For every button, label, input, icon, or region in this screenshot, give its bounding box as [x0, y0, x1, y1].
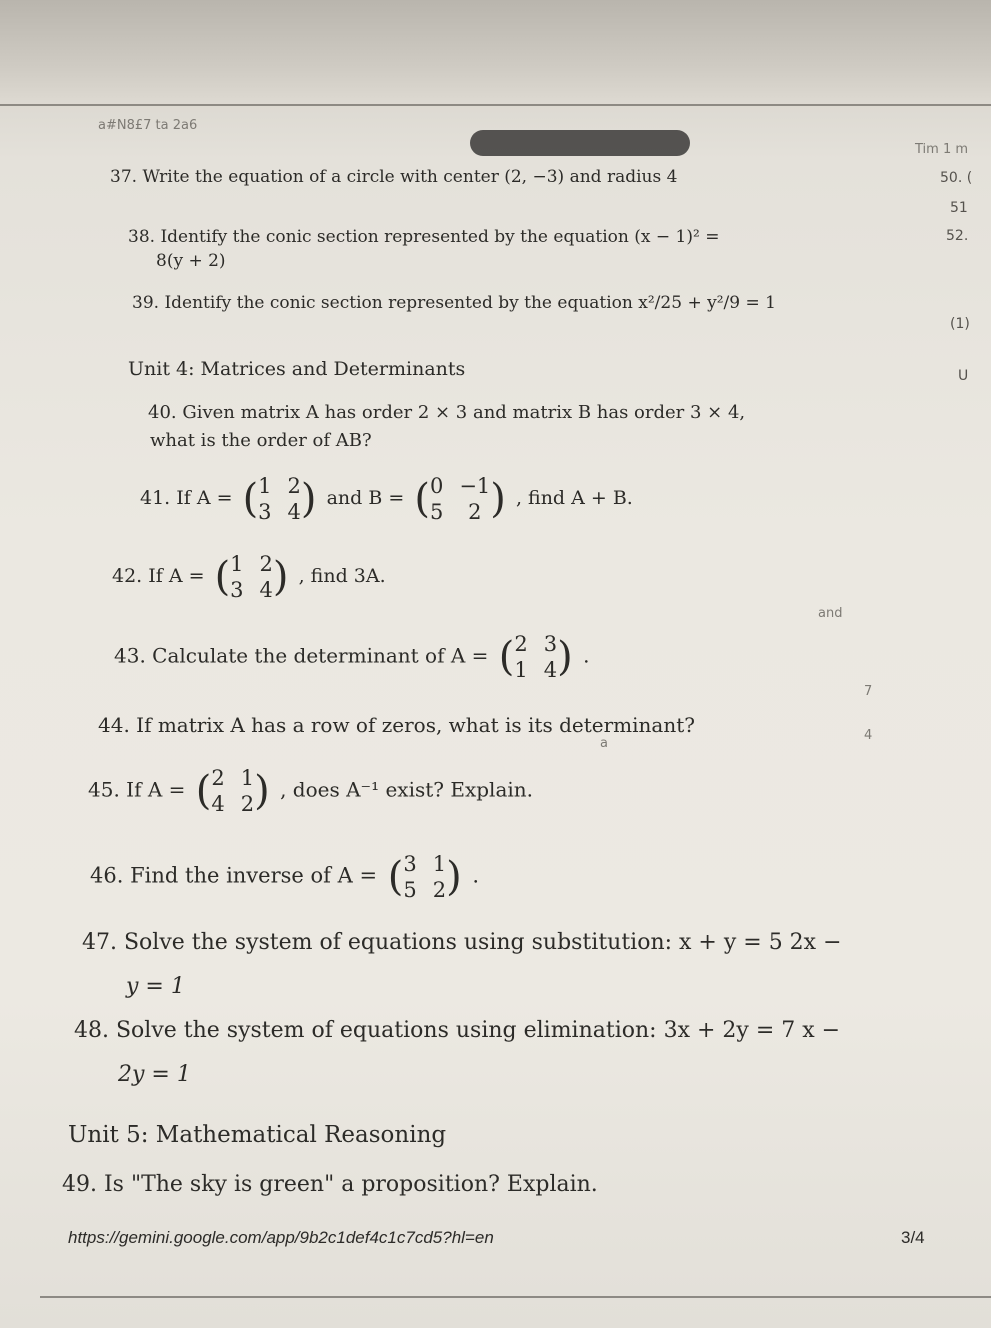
matrix-cell: 1: [230, 552, 244, 576]
matrix-cell: 3: [543, 632, 558, 656]
matrix-cell: 0: [429, 474, 444, 498]
matrix-cell: 2: [287, 474, 301, 498]
matrix-cell: 1: [258, 474, 272, 498]
ink-smudge: [470, 130, 690, 156]
question-38-continued: 8(y + 2): [156, 251, 226, 271]
matrix-a: ( 2 3 1 4 ): [498, 632, 573, 682]
margin-mark: and: [818, 606, 843, 621]
unit-5-title: Unit 5: Mathematical Reasoning: [68, 1122, 447, 1148]
margin-mark: 4: [864, 728, 873, 743]
question-44: 44. If matrix A has a row of zeros, what is its determinant?: [98, 713, 695, 737]
question-40-continued: what is the order of AB?: [150, 430, 372, 451]
margin-mark: 7: [864, 684, 873, 699]
matrix-cell: 4: [543, 658, 558, 682]
question-48: 48. Solve the system of equations using elimination: 3x + 2y = 7 x −: [74, 1018, 841, 1043]
question-42: [112, 552, 386, 602]
matrix-cell: 2: [514, 632, 528, 656]
question-38: 38. Identify the conic section represented by the equation (x − 1)² =: [128, 227, 720, 247]
question-37: 37. Write the equation of a circle with center (2, −3) and radius 4: [110, 167, 678, 187]
question-41: [140, 474, 633, 524]
q45-prefix: 45. If A =: [88, 777, 186, 802]
question-49: 49. Is "The sky is green" a proposition? Explain.: [62, 1172, 598, 1197]
matrix-cell: 2: [259, 552, 273, 576]
matrix-cell: 2: [432, 878, 447, 902]
matrix-cell: 4: [211, 792, 225, 816]
bleed-through-text: a#N8£7 ta 2a6: [98, 118, 198, 133]
matrix-cell: 5: [429, 500, 444, 524]
q43-prefix: 43. Calculate the determinant of A =: [114, 643, 489, 668]
matrix-cell: 4: [259, 578, 273, 602]
matrix-cell: 1: [514, 658, 528, 682]
divider: [40, 1296, 991, 1298]
q42-suffix: , find 3A.: [298, 565, 386, 587]
margin-number: 50. (: [940, 170, 973, 186]
question-40: 40. Given matrix A has order 2 × 3 and matrix B has order 3 × 4,: [148, 402, 746, 423]
unit-4-title: Unit 4: Matrices and Determinants: [128, 358, 466, 380]
matrix-b: ( 0 −1 5 2 ): [414, 474, 506, 524]
matrix-a: ( 3 1 5 2 ): [387, 852, 462, 902]
matrix-a: ( 1 2 3 4 ): [242, 474, 317, 524]
matrix-cell: 1: [432, 852, 447, 876]
matrix-cell: 5: [403, 878, 417, 902]
question-45: [88, 766, 533, 816]
divider: [0, 104, 991, 106]
margin-number: (1): [950, 316, 970, 332]
q41-suffix: , find A + B.: [515, 487, 633, 509]
question-43: [114, 632, 589, 682]
matrix-cell: 4: [287, 500, 301, 524]
matrix-cell: 3: [258, 500, 272, 524]
matrix-cell: 3: [403, 852, 417, 876]
question-48-continued: 2y = 1: [118, 1062, 191, 1087]
matrix-cell: 3: [230, 578, 244, 602]
footer-url: https://gemini.google.com/app/9b2c1def4c1c7cd5?hl=en: [68, 1228, 494, 1247]
matrix-cell: 2: [240, 792, 255, 816]
margin-note: Tim 1 m: [915, 142, 969, 157]
margin-number: U: [958, 368, 969, 384]
margin-number: 52.: [946, 228, 969, 244]
question-47: 47. Solve the system of equations using substitution: x + y = 5 2x −: [82, 930, 842, 955]
q46-prefix: 46. Find the inverse of A =: [90, 863, 378, 888]
matrix-cell: 2: [468, 500, 482, 524]
page-number: 3/4: [901, 1228, 925, 1247]
matrix-a: ( 1 2 3 4 ): [214, 552, 289, 602]
q43-suffix: .: [583, 643, 590, 668]
margin-number: 51: [950, 200, 968, 216]
question-47-continued: y = 1: [126, 974, 185, 999]
margin-mark: a: [600, 736, 608, 751]
q46-suffix: .: [472, 863, 480, 888]
matrix-cell: 1: [240, 766, 255, 790]
q42-prefix: 42. If A =: [112, 565, 205, 587]
question-46: [90, 852, 479, 902]
background-clutter: [0, 0, 991, 100]
question-39: 39. Identify the conic section represented by the equation x²/25 + y²/9 = 1: [132, 293, 776, 313]
q41-prefix: 41. If A =: [140, 487, 233, 509]
matrix-cell: 2: [211, 766, 225, 790]
matrix-a: ( 2 1 4 2 ): [195, 766, 270, 816]
q45-suffix: , does A⁻¹ exist? Explain.: [280, 777, 533, 802]
matrix-cell: −1: [459, 474, 491, 498]
q41-mid: and B =: [326, 487, 405, 509]
